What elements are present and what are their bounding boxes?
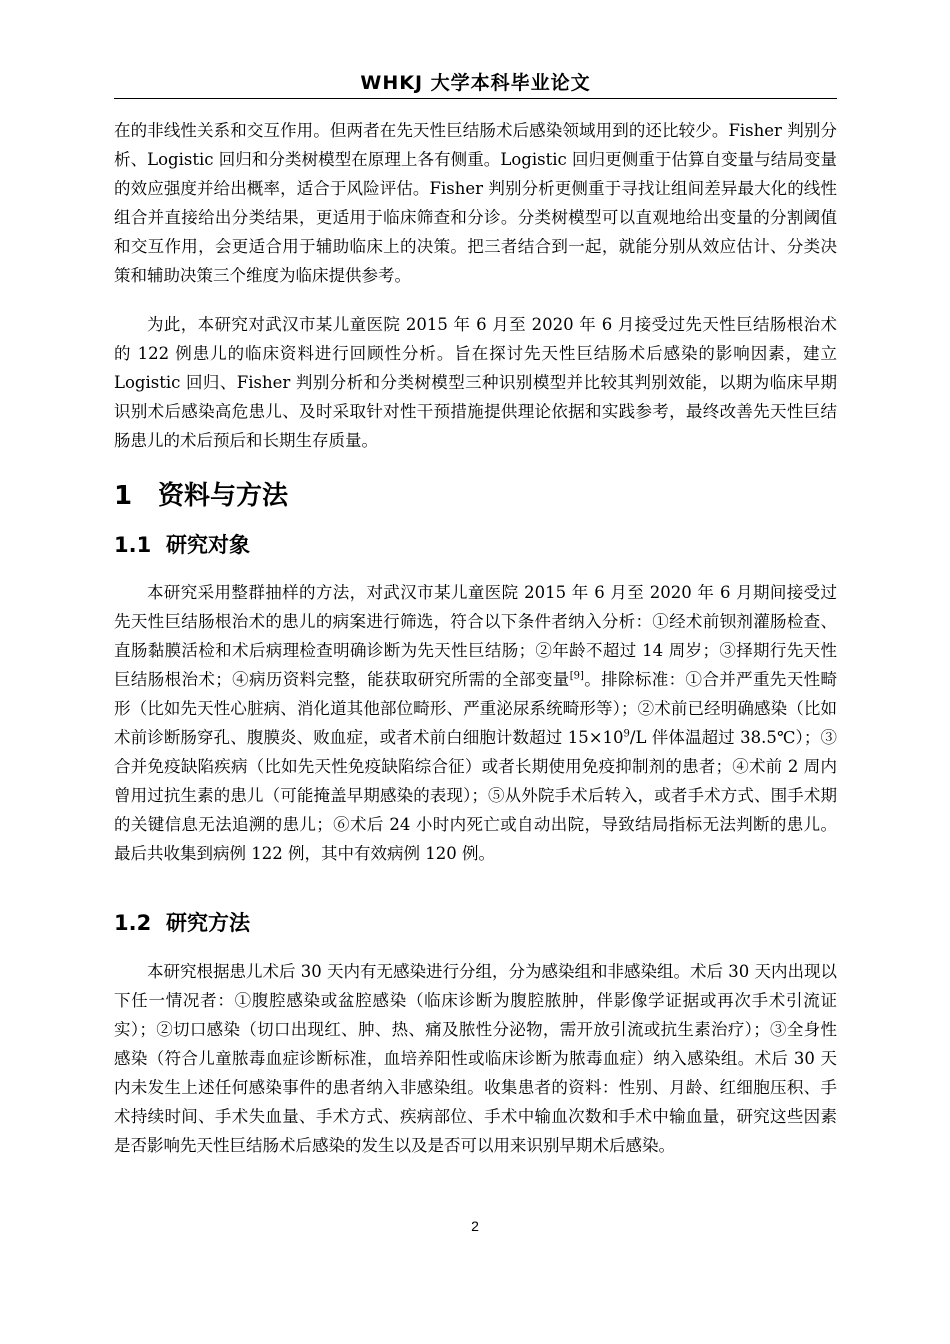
exponent: 9 (623, 728, 630, 740)
header-title: WHKJ 大学本科毕业论文 (360, 72, 591, 94)
section-1-number: 1 (114, 481, 133, 511)
section-1-2-heading (114, 908, 250, 938)
section-1-2-paragraph: 本研究根据患儿术后 30 天内有无感染进行分组，分为感染组和非感染组。术后 30 天内出现以下任一情况者：①腹腔感染或盆腔感染（临床诊断为腹腔脓肿，伴影像学证据或再次手术引流证实）；②切口感染（切口出现红、肿、热、痛及脓性分泌物，需开放引流或抗生素治疗）；③全身性感染（符合儿童脓毒血症诊断标准，血培养阳性或临床诊断为脓毒血症）纳入感染组。术后 30 天内未发生上述任何感染事件的患者纳入非感染组。收集患者的资料：性别、月龄、红细胞压积、手术持续时间、手术失血量、手术方式、疾病部位、手术中输血次数和手术中输血量，研究这些因素是否影响先天性巨结肠术后感染的发生以及是否可以用来识别早期术后感染。 (114, 962, 837, 1155)
section-1-2-number: 1.2 (114, 911, 152, 935)
section-1-title: 资料与方法 (158, 481, 289, 511)
section-1-1-paragraph (114, 578, 837, 868)
section-1-1-title: 研究对象 (166, 533, 250, 557)
citation-ref: [9] (569, 670, 584, 682)
section-1-1-number: 1.1 (114, 533, 152, 557)
intro-paragraph-2: 为此，本研究对武汉市某儿童医院 2015 年 6 月至 2020 年 6 月接受过先天性巨结肠根治术的 122 例患儿的临床资料进行回顾性分析。旨在探讨先天性巨结肠术后感染的影响因素，建立 Logistic 回归、Fisher 判别分析和分类树模型三种识别模型并比较其判别效能，以期为临床早期识别术后感染高危患儿、及时采取针对性干预措施提供理论依据和实践参考，最终改善先天性巨结肠患儿的术后预后和长期生存质量。 (114, 315, 837, 450)
section-1-1-text-part2: 。排除标准：①合并严重先天性畸形（比如先天性心脏病、消化道其他部位畸形、严重泌尿系统畸形等）；②术前已经明确感染（比如术前诊断肠穿孔、腹膜炎、败血症，或者术前白细胞计数超过 15×10 (114, 670, 838, 747)
section-1-1-text-part1: 本研究采用整群抽样的方法，对武汉市某儿童医院 2015 年 6 月至 2020 年 6 月期间接受过先天性巨结肠根治术的患儿的病案进行筛选，符合以下条件者纳入分析：①经术前钡剂灌肠检查、直肠黏膜活检和术后病理检查明确诊断为先天性巨结肠；②年龄不超过 14 周岁；③择期行先天性巨结肠根治术；④病历资料完整，能获取研究所需的全部变量 (114, 583, 837, 689)
intro-paragraph-1: 在的非线性关系和交互作用。但两者在先天性巨结肠术后感染领域用到的还比较少。Fisher 判别分析、Logistic 回归和分类树模型在原理上各有侧重。Logistic 回归更侧重于估算自变量与结局变量的效应强度并给出概率，适合于风险评估。Fisher 判别分析更侧重于寻找让组间差异最大化的线性组合并直接给出分类结果，更适用于临床筛查和分诊。分类树模型可以直观地给出变量的分割阈值和交互作用，会更适合用于辅助临床上的决策。把三者结合到一起，就能分别从效应估计、分类决策和辅助决策三个维度为临床提供参考。 (114, 121, 837, 285)
section-1-1-text-part3: /L 伴体温超过 38.5℃）；③合并免疫缺陷疾病（比如先天性免疫缺陷综合征）或者长期使用免疫抑制剂的患者；④术前 2 周内曾用过抗生素的患儿（可能掩盖早期感染的表现）；⑤从外院手术后转入，或者手术方式、围手术期的关键信息无法追溯的患儿；⑥术后 24 小时内死亡或自动出院，导致结局指标无法判断的患儿。最后共收集到病例 122 例，其中有效病例 120 例。 (114, 728, 838, 863)
page-number: 2 (471, 1218, 479, 1234)
section-1-1-heading (114, 530, 250, 560)
section-1-heading (114, 478, 288, 514)
page-header (114, 68, 837, 99)
section-1-2-title: 研究方法 (166, 911, 250, 935)
